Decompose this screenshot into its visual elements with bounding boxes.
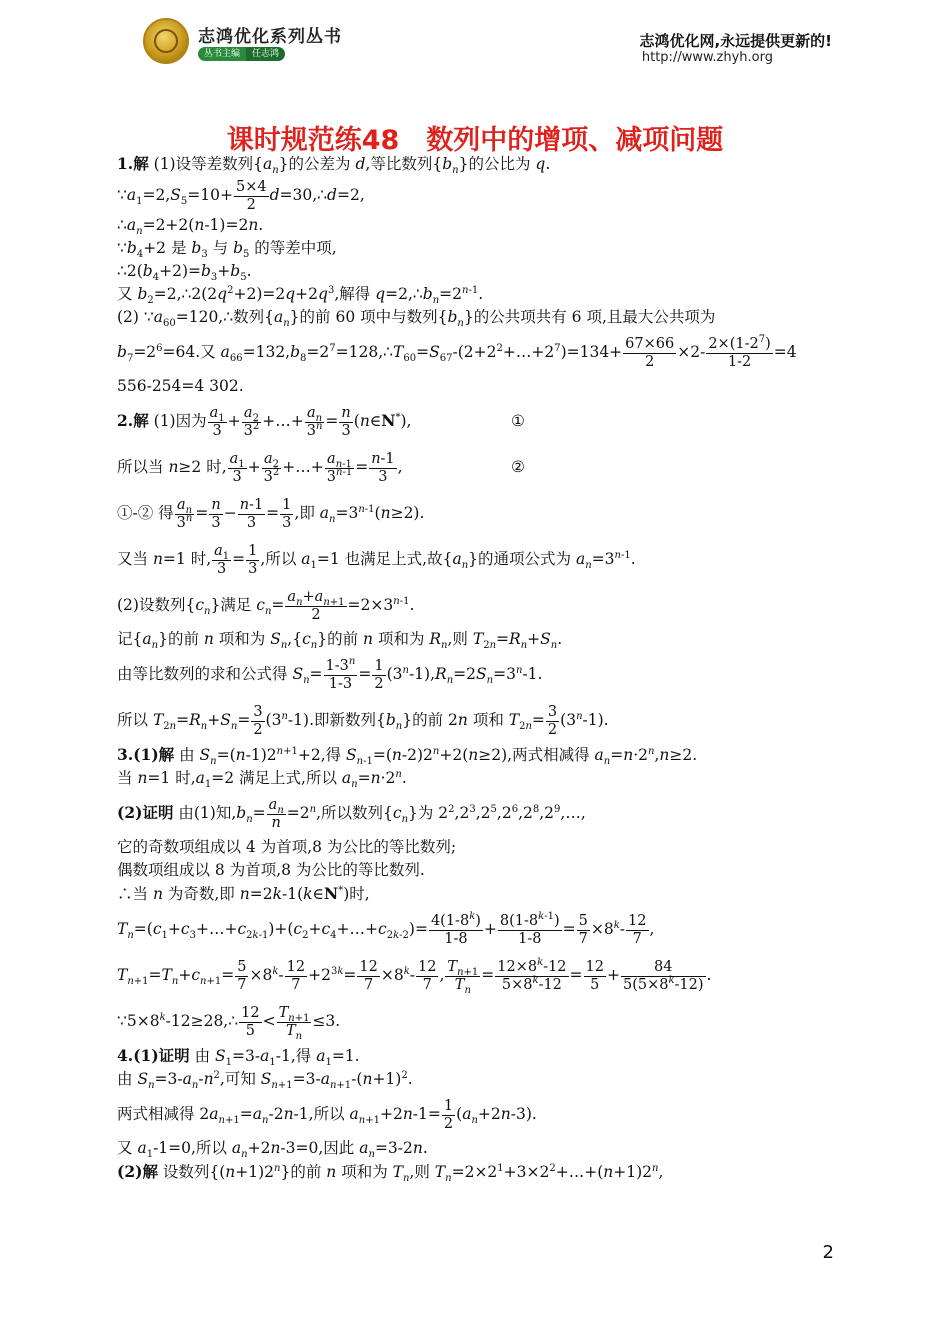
p1-line: $\therefore 2(b_4+2)=b_3+b_5$. bbox=[117, 262, 252, 284]
p4-tag-1: (1)证明 bbox=[133, 1046, 190, 1065]
p1-line: 又 $b_2=2,\therefore 2(2q^2+2)=2q+2q^3$,解得 $q=2,\therefore b_n=2^{n-1}$. bbox=[117, 284, 484, 307]
p2-line: 所以当 n≥2 时, $\frac{a_1}{3}$ + $\frac{a_2}{3^2}$ +…+ $\frac{a_{n-1}}{3^{n-1}}$ = $\frac{n-1}{3}$ , ② bbox=[117, 450, 525, 485]
p2-line: (2)设数列$\{c_n\}$满足 $c_n=$ $\frac{a_n+a_{n+1}}{2}$ $=2\times 3^{n-1}$. bbox=[117, 588, 415, 623]
p4-line: 由 $S_n=3-a_n-n^2$,可知 $S_{n+1}=3-a_{n+1}-(n+1)^2$. bbox=[117, 1069, 413, 1092]
p1-line: (2) $\because a_{60}=120,\therefore$数列$\{a_n\}$的前 60 项中与数列$\{b_n\}$的公共项共有 6 项,且最大公共项为 bbox=[117, 308, 716, 330]
header-url[interactable]: http://www.zhyh.org bbox=[641, 50, 773, 65]
p2-line: 2.解 (1)因为 $\frac{a_1}{3}$ + $\frac{a_2}{3^2}$ +…+ $\frac{a_n}{3^n}$ = $\frac{n}{3}$ (n∈N*), ① bbox=[117, 404, 525, 439]
p2-line: 又当 n=1 时, $\frac{a_1}{3}$ = $\frac{1}{3}$ ,所以 $a_1=1$ 也满足上式,故$\{a_n\}$的通项公式为 $a_n=3^{n-1}$. bbox=[117, 542, 636, 577]
p2-line: ①-② 得 $\frac{a_n}{3^n}$ = $\frac{n}{3}$ − $\frac{n-1}{3}$ = $\frac{1}{3}$ ,即 $a_n=3^{n-1}(n\ge 2)$. bbox=[117, 496, 425, 531]
p3-line: 偶数项组成以 8 为首项,8 为公比的等比数列. bbox=[117, 861, 425, 879]
p3-line: 3.(1)解 由 $S_n=(n-1)2^{n+1}+2$,得 $S_{n-1}=(n-2)2^n+2(n\ge 2)$,两式相减得 $a_n=n\cdot 2^n,n\ge 2$. bbox=[117, 745, 698, 768]
p4-tag-2: (2)解 bbox=[117, 1162, 158, 1181]
p4-line: 又 $a_1-1=0$,所以 $a_n+2n-3=0$,因此 $a_n=3-2n$. bbox=[117, 1139, 428, 1161]
editor-role: 丛书主编 bbox=[198, 47, 246, 61]
p2-number: 2 bbox=[117, 411, 128, 430]
p1-line: $\therefore a_n=2+2(n-1)=2n$. bbox=[117, 216, 264, 238]
p2-tag: 解 bbox=[133, 411, 149, 430]
p4-line: 两式相减得 $2a_{n+1}=a_n-2n-1$,所以 $a_{n+1}+2n-1=$ $\frac{1}{2}$ $(a_n+2n-3)$. bbox=[117, 1097, 537, 1132]
p3-line: $T_n=(c_1+c_3+\dots+c_{2k-1})+(c_2+c_4+\dots+c_{2k-2})=$ $\frac{4(1-8^k)}{1-8}$ + $\frac{8(1-8^{k-1})}{1-8}$ = $\frac{5}{7}$ $\times 8^k-$ $\frac{12}{7}$ , bbox=[117, 910, 655, 947]
p3-line: ∴当 n 为奇数,即 n=2k-1(k∈N*)时, bbox=[117, 884, 370, 903]
p1-line: $b_7=2^6=64$.又 $a_{66}=132,b_8=2^7=128,\therefore T_{60}=S_{67}-(2+2^2+\dots+2^7)=134+$ $\frac{67\times 66}{2}$ ×2- $\frac{2\times(1-2^7)}{1-2}$ =4 bbox=[117, 333, 797, 370]
p1-line: $\because a_1=2,S_5=10+$ $\frac{5\times 4}{2}$ d=30,∴d=2, bbox=[117, 178, 365, 213]
p3-tag-2: (2)证明 bbox=[117, 803, 174, 822]
page-title: 课时规范练48 数列中的增项、减项问题 bbox=[226, 125, 724, 156]
p3-number: 3 bbox=[117, 745, 128, 764]
p2-line: 所以 $T_{2n}=R_n+S_n=$ $\frac{3}{2}$ (3$^n$-1).即新数列$\{b_n\}$的前 2n 项和 $T_{2n}=$ $\frac{3}{2}$ (3$^n$-1). bbox=[117, 703, 609, 738]
p3-line: (2)证明 由(1)知$,b_n=$ $\frac{a_n}{n}$ $=2^n$,所以数列$\{c_n\}$为 $2^2,2^3,2^5,2^6,2^8,2^9,\dots$, bbox=[117, 796, 586, 831]
p1-tag: 解 bbox=[133, 154, 149, 173]
editor-name: 任志鸿 bbox=[246, 47, 285, 61]
p3-tag-1: (1)解 bbox=[133, 745, 175, 764]
p3-line: 当 n=1 时$,a_1=2$ 满足上式,所以 $a_n=n\cdot 2^n$. bbox=[117, 768, 407, 791]
solution-body bbox=[117, 152, 837, 1184]
page-header bbox=[0, 0, 950, 92]
series-name: 志鸿优化系列丛书 bbox=[198, 27, 342, 47]
p1-number: 1 bbox=[117, 154, 128, 173]
editor-badge bbox=[198, 47, 285, 61]
p2-line: 记$\{a_n\}$的前 n 项和为 $S_n,\{c_n\}$的前 n 项和为 $R_n$,则 $T_{2n}=R_n+S_n$. bbox=[117, 630, 563, 652]
page-number: 2 bbox=[822, 1242, 834, 1263]
p1-line: 1.解 (1)设等差数列$\{a_n\}$的公差为 d,等比数列$\{b_n\}$的公比为 q. bbox=[117, 154, 551, 177]
p3-line: 它的奇数项组成以 4 为首项,8 为公比的等比数列; bbox=[117, 838, 457, 856]
header-slogan: 志鸿优化网,永远提供更新的! bbox=[639, 32, 832, 50]
p4-line: 4.(1)证明 由 $S_1=3-a_1-1$,得 $a_1=1$. bbox=[117, 1046, 360, 1069]
p4-line: (2)解 设数列$\{(n+1)2^n\}$的前 n 项和为 $T_n$,则 $T_n=2\times 2^1+3\times 2^2+\dots+(n+1)2^n$, bbox=[117, 1162, 664, 1185]
p2-line: 由等比数列的求和公式得 $S_n=$ $\frac{1-3^n}{1-3}$ = $\frac{1}{2}$ $(3^n-1),R_n=2S_n=3^n-1$. bbox=[117, 655, 543, 692]
p4-number: 4 bbox=[117, 1046, 128, 1065]
p3-line: $\because 5\times 8^k-12\ge 28,\therefore$ $\frac{12}{5}$ < $\frac{T_{n+1}}{T_n}$ ≤3. bbox=[117, 1004, 341, 1042]
p1-line: 556-254=4 302. bbox=[117, 377, 244, 395]
p1-line: $\because b_4+2$ 是 $b_3$ 与 $b_5$ 的等差中项, bbox=[117, 239, 337, 261]
publisher-logo-icon bbox=[143, 18, 189, 64]
p3-line: $T_{n+1}=T_n+c_{n+1}=$ $\frac{5}{7}$ $\times 8^k-$ $\frac{12}{7}$ $+2^{3k}=$ $\frac{12}{7}$ $\times 8^k-$ $\frac{12}{7}$ , $\frac{T_{n+1}}{T_n}$ = $\frac{12\times 8^k-12}{5\times 8^k-12}$ = $\frac{12}{5}$ + $\frac{84}{5(5\times 8^k-12)}$ . bbox=[117, 956, 712, 996]
